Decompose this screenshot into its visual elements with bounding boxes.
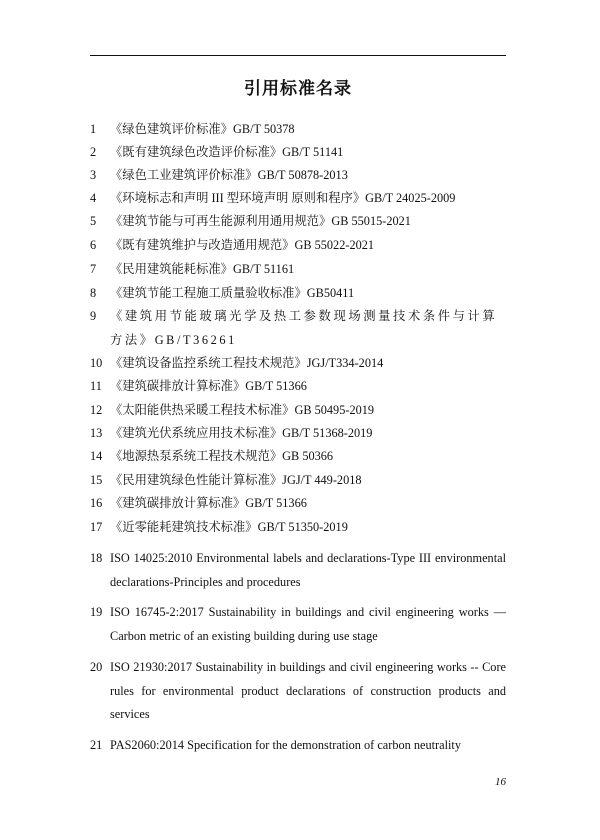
page-title: 引用标准名录 xyxy=(244,79,352,99)
item-text: ISO 14025:2010 Environmental labels and declarations-Type III environmental declarations-Principles and procedures xyxy=(110,551,506,589)
list-item xyxy=(90,187,506,211)
list-item xyxy=(90,164,506,188)
list-item xyxy=(90,399,506,423)
item-number: 15 xyxy=(90,473,103,487)
item-text: 《建筑光伏系统应用技术标准》GB/T 51368-2019 xyxy=(110,426,373,440)
item-text: 《既有建筑绿色改造评价标准》GB/T 51141 xyxy=(110,145,344,159)
list-item xyxy=(90,469,506,493)
item-number: 2 xyxy=(90,145,97,159)
item-number: 19 xyxy=(90,605,103,619)
item-number: 5 xyxy=(90,214,97,228)
item-text: 《既有建筑维护与改造通用规范》GB 55022-2021 xyxy=(110,238,375,252)
item-number: 13 xyxy=(90,426,103,440)
item-text: ISO 21930:2017 Sustainability in buildings and civil engineering works -- Core rules for environmental product declarations of construction products and services xyxy=(110,660,506,721)
item-text: 《建筑用节能玻璃光学及热工参数现场测量技术条件与计算方法》GB/T36261 xyxy=(110,309,498,347)
item-number: 18 xyxy=(90,551,103,565)
list-item xyxy=(90,375,506,399)
list-item xyxy=(90,210,506,234)
item-text: 《建筑节能与可再生能源利用通用规范》GB 55015-2021 xyxy=(110,214,411,228)
item-text: 《建筑设备监控系统工程技术规范》JGJ/T334-2014 xyxy=(110,356,384,370)
list-item xyxy=(90,234,506,258)
list-item xyxy=(90,445,506,469)
list-item xyxy=(90,656,506,727)
item-text: 《建筑碳排放计算标准》GB/T 51366 xyxy=(110,379,307,393)
item-text: ISO 16745-2:2017 Sustainability in buildings and civil engineering works — Carbon metric of an existing building during use stage xyxy=(110,605,506,643)
item-number: 21 xyxy=(90,738,103,752)
item-number: 4 xyxy=(90,191,97,205)
item-number: 10 xyxy=(90,356,103,370)
item-number: 3 xyxy=(90,168,97,182)
item-number: 6 xyxy=(90,238,97,252)
item-text: 《民用建筑能耗标准》GB/T 51161 xyxy=(110,262,295,276)
list-item xyxy=(90,352,506,376)
list-item xyxy=(90,547,506,594)
item-text: 《建筑碳排放计算标准》GB/T 51366 xyxy=(110,496,307,510)
list-item xyxy=(90,141,506,165)
list-item xyxy=(90,258,506,282)
item-number: 14 xyxy=(90,449,103,463)
list-item xyxy=(90,118,506,142)
item-text: 《建筑节能工程施工质量验收标准》GB50411 xyxy=(110,286,355,300)
page-number: 16 xyxy=(495,776,506,788)
item-text: 《绿色工业建筑评价标准》GB/T 50878-2013 xyxy=(110,168,348,182)
list-item xyxy=(90,305,506,352)
item-number: 11 xyxy=(90,379,102,393)
item-number: 17 xyxy=(90,520,103,534)
item-number: 20 xyxy=(90,660,103,674)
item-text: 《绿色建筑评价标准》GB/T 50378 xyxy=(110,122,295,136)
item-number: 12 xyxy=(90,403,103,417)
list-item xyxy=(90,282,506,306)
item-text: 《地源热泵系统工程技术规范》GB 50366 xyxy=(110,449,334,463)
list-item xyxy=(90,422,506,446)
item-number: 8 xyxy=(90,286,97,300)
item-number: 1 xyxy=(90,122,97,136)
header-rule xyxy=(90,55,506,56)
list-item xyxy=(90,734,506,758)
item-text: 《民用建筑绿色性能计算标准》JGJ/T 449-2018 xyxy=(110,473,362,487)
item-number: 16 xyxy=(90,496,103,510)
item-text: PAS2060:2014 Specification for the demonstration of carbon neutrality xyxy=(110,738,461,752)
item-number: 7 xyxy=(90,262,97,276)
item-number: 9 xyxy=(90,309,97,323)
item-text: 《环境标志和声明 III 型环境声明 原则和程序》GB/T 24025-2009 xyxy=(110,191,456,205)
list-item xyxy=(90,492,506,516)
list-item xyxy=(90,601,506,648)
item-text: 《太阳能供热采暖工程技术标准》GB 50495-2019 xyxy=(110,403,375,417)
item-text: 《近零能耗建筑技术标准》GB/T 51350-2019 xyxy=(110,520,348,534)
list-item xyxy=(90,516,506,540)
